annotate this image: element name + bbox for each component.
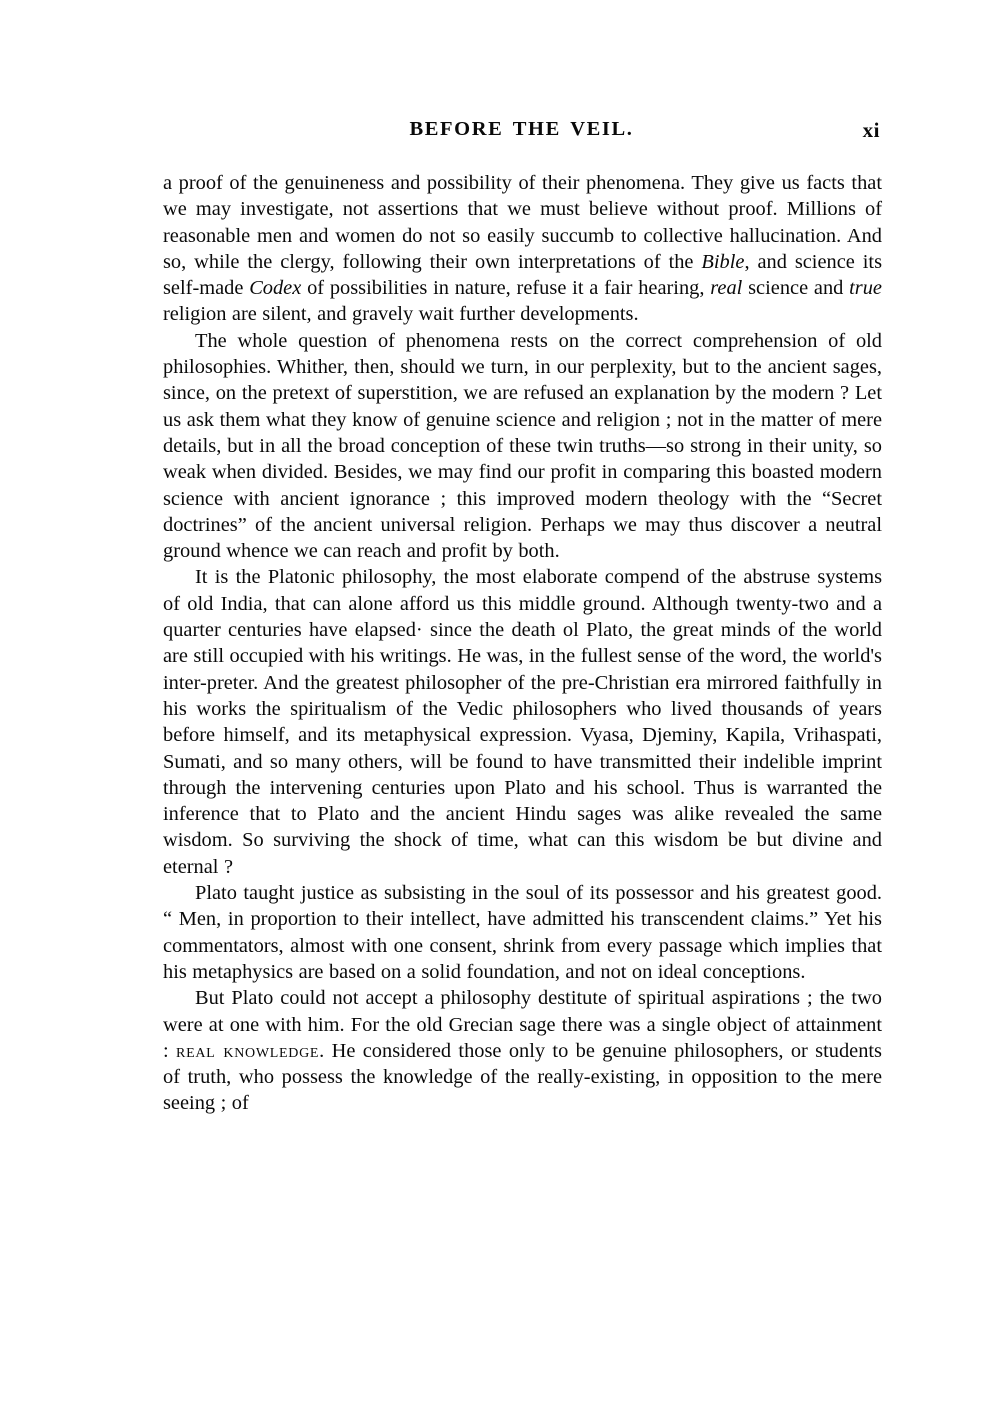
- running-header: [163, 118, 880, 148]
- paragraph: But Plato could not accept a philosophy destitute of spiritual aspirations ; the two were at one with him. For the old Grecian sage there was a single object of attainment : real knowledge. He considered those only to be genuine philosophers, or students of truth, who possess the knowledge of the really-existing, in opposition to the mere seeing ; of: [163, 987, 882, 1115]
- emphasis-small-caps: real knowledge: [176, 1039, 320, 1062]
- emphasis-italic: true: [849, 277, 882, 300]
- emphasis-italic: real: [710, 277, 743, 300]
- paragraph: a proof of the genuineness and possibility of their phenomena. They give us facts that we may investigate, not assertions that we must believe without proof. Millions of reasonable men and women do not so easily succumb to collective hallucination. And so, while the clergy, following their own interpretations of the Bible, and science its self-made Codex of possibilities in nature, refuse it a fair hearing, real science and true religion are silent, and gravely wait further developments.: [163, 172, 883, 326]
- emphasis-italic: Bible: [701, 250, 745, 273]
- page-number: xi: [862, 118, 880, 142]
- running-header-title: BEFORE THE VEIL.: [409, 118, 634, 140]
- paragraph: It is the Platonic philosophy, the most elaborate compend of the abstruse systems of old India, that can alone afford us this middle ground. Although twenty-two and a quarter centuries have elapsed· since the death ol Plato, the great minds of the world are still occupied with his writings. He was, in the fullest sense of the word, the world's inter-preter. And the greatest philosopher of the pre-Christian era mirrored faithfully in his works the spiritualism of the Vedic philosophers who lived thousands of years before himself, and its metaphysical expression. Vyasa, Djeminy, Kapila, Vrihaspati, Sumati, and so many others, will be found to have transmitted their indelible imprint through the intervening centuries upon Plato and his school. Thus is warranted the inference that to Plato and the ancient Hindu sages was alike revealed the same wisdom. So surviving the shock of time, what can this wisdom be but divine and eternal ?: [163, 566, 882, 878]
- paragraph: Plato taught justice as subsisting in the soul of its possessor and his greatest good. “ Men, in proportion to their intellect, have admitted his transcendent claims.” Yet his commentators, almost with one consent, shrink from every passage which implies that his metaphysics are based on a solid foundation, and not on ideal conceptions.: [163, 882, 882, 983]
- body-text-block: [163, 170, 882, 1117]
- emphasis-italic: Codex: [249, 277, 302, 300]
- paragraph: The whole question of phenomena rests on the correct comprehension of old philosophies. Whither, then, should we turn, in our perplexity, but to the ancient sages, since, on the pretext of superstition, we are refused an explanation by the modern ? Let us ask them what they know of genuine science and religion ; not in the matter of mere details, but in all the broad conception of these twin truths—so strong in their unity, so weak when divided. Besides, we may find our profit in comparing this boasted modern science with ancient ignorance ; this improved modern theology with the “Secret doctrines” of the ancient universal religion. Perhaps we may thus discover a neutral ground whence we can reach and profit by both.: [163, 329, 882, 563]
